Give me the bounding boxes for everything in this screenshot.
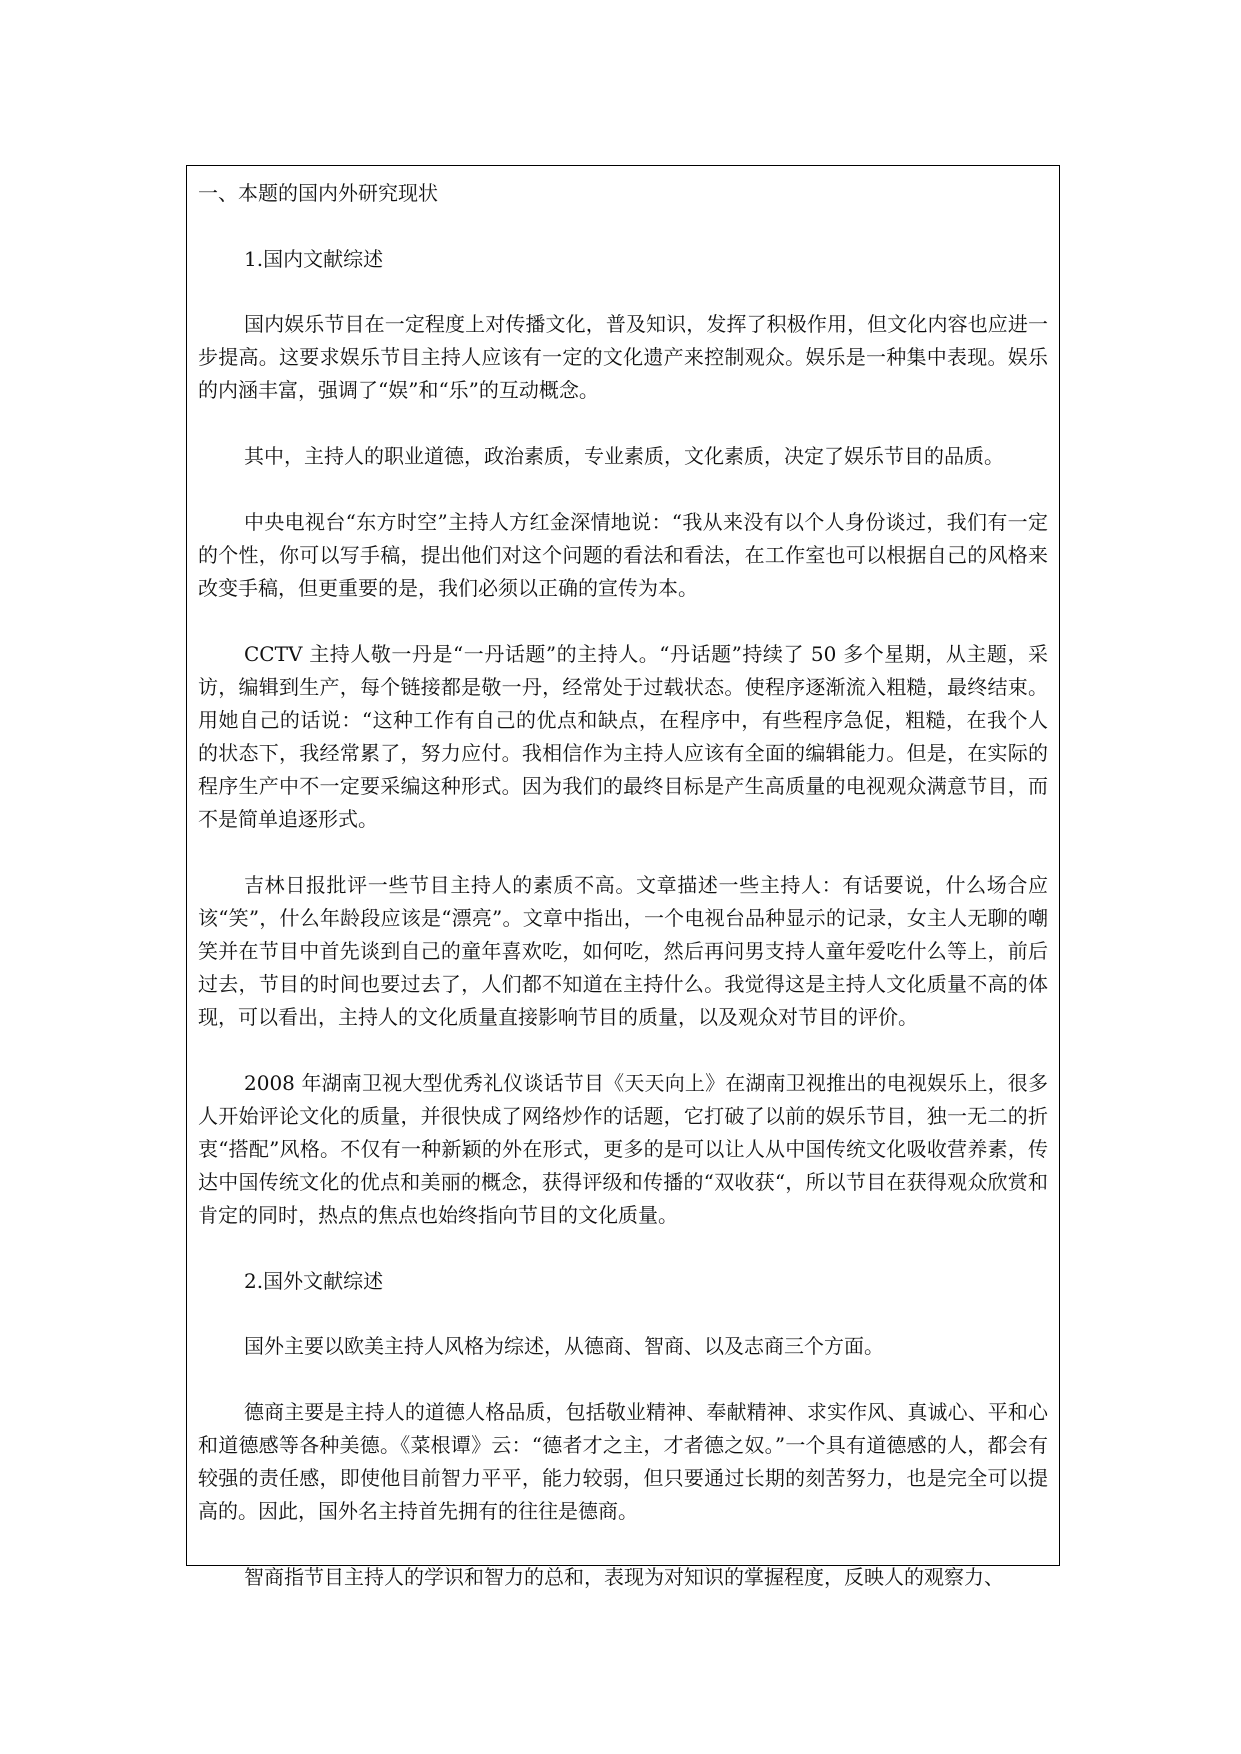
paragraph: 2008 年湖南卫视大型优秀礼仪谈话节目《天天向上》在湖南卫视推出的电视娱乐上，很多人开始评论文化的质量，并很快成了网络炒作的话题，它打破了以前的娱乐节目，独一无二的折衷“搭配”风格。不仅有一种新颖的外在形式，更多的是可以让人从中国传统文化吸收营养素，传达中国传统文化的优点和美丽的概念，获得评级和传播的“双收获“，所以节目在获得观众欣赏和肯定的同时，热点的焦点也始终指向节目的文化质量。	[198, 1071, 1048, 1227]
paragraph: CCTV 主持人敬一丹是“一丹话题”的主持人。“丹话题”持续了 50 多个星期，从主题，采访，编辑到生产，每个链接都是敬一丹，经常处于过载状态。使程序逐渐流入粗糙，最终结束。用她自己的话说：“这种工作有自己的优点和缺点，在程序中，有些程序急促，粗糙，在我个人的状态下，我经常累了，努力应付。我相信作为主持人应该有全面的编辑能力。但是，在实际的程序生产中不一定要采编这种形式。因为我们的最终目标是产生高质量的电视观众满意节目，而不是简单追逐形式。	[198, 642, 1048, 831]
document-frame	[186, 165, 1060, 1589]
paragraph: 德商主要是主持人的道德人格品质，包括敬业精神、奉献精神、求实作风、真诚心、平和心和道德感等各种美德。《菜根谭》云：“德者才之主，才者德之奴。”一个具有道德感的人，都会有较强的责任感，即使他目前智力平平，能力较弱，但只要通过长期的刻苦努力，也是完全可以提高的。因此，国外名主持首先拥有的往往是德商。	[198, 1400, 1048, 1523]
domestic-review-heading: 1.国内文献综述	[244, 247, 384, 271]
paragraph: 国内娱乐节目在一定程度上对传播文化，普及知识，发挥了积极作用，但文化内容也应进一步提高。这要求娱乐节目主持人应该有一定的文化遗产来控制观众。娱乐是一种集中表现。娱乐的内涵丰富，强调了“娱”和“乐”的互动概念。	[198, 312, 1048, 402]
foreign-review-heading: 2.国外文献综述	[244, 1269, 384, 1293]
document-content	[198, 177, 1048, 1594]
paragraph: 国外主要以欧美主持人风格为综述，从德商、智商、以及志商三个方面。	[244, 1334, 884, 1358]
paragraph: 中央电视台“东方时空”主持人方红金深情地说：“我从来没有以个人身份谈过，我们有一定的个性，你可以写手稿，提出他们对这个问题的看法和看法，在工作室也可以根据自己的风格来改变手稿，但更重要的是，我们必须以正确的宣传为本。	[198, 510, 1048, 600]
section-title: 一、本题的国内外研究现状	[198, 181, 438, 205]
paragraph: 智商指节目主持人的学识和智力的总和，表现为对知识的掌握程度，反映人的观察力、	[244, 1565, 1004, 1589]
paragraph: 其中，主持人的职业道德，政治素质，专业素质，文化素质，决定了娱乐节目的品质。	[244, 444, 1004, 468]
paragraph: 吉林日报批评一些节目主持人的素质不高。文章描述一些主持人：有话要说，什么场合应该“笑”，什么年龄段应该是“漂亮”。文章中指出，一个电视台品种显示的记录，女主人无聊的嘲笑并在节目中首先谈到自己的童年喜欢吃，如何吃，然后再问男支持人童年爱吃什么等上，前后过去，节目的时间也要过去了，人们都不知道在主持什么。我觉得这是主持人文化质量不高的体现，可以看出，主持人的文化质量直接影响节目的质量，以及观众对节目的评价。	[198, 873, 1048, 1029]
